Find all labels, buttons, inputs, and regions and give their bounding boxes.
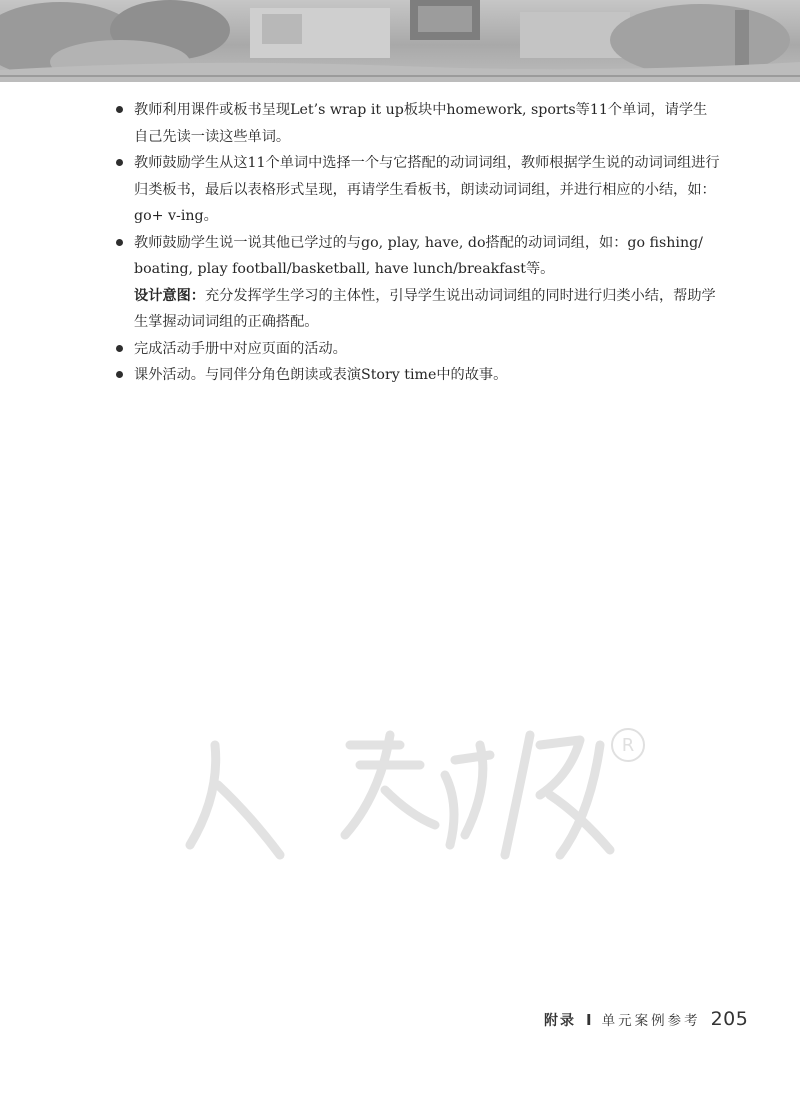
banner-scenery <box>0 0 800 82</box>
footer-appendix: 附录 <box>544 1013 576 1029</box>
list-item <box>116 150 720 230</box>
page-footer <box>544 1008 748 1034</box>
list-item <box>116 97 720 150</box>
list-item-text: 教师鼓励学生说一说其他已学过的与go, play, have, do搭配的动词词组，如：go fishing/ boating, play football/basketball, have lunch/breakfast等。 <box>134 234 703 277</box>
design-intent-text: 充分发挥学生学习的主体性，引导学生说出动词词组的同时进行归类小结，帮助学生掌握动词词组的正确搭配。 <box>134 287 716 330</box>
design-intent-note <box>116 283 720 336</box>
svg-text:R: R <box>621 735 635 756</box>
list-item-text: 完成活动手册中对应页面的活动。 <box>134 340 347 357</box>
design-intent-label: 设计意图： <box>134 287 205 304</box>
footer-separator: I <box>586 1011 592 1029</box>
list-item <box>116 230 720 283</box>
bullet-icon <box>116 106 123 113</box>
bullet-icon <box>116 159 123 166</box>
header-banner-illustration <box>0 0 800 82</box>
list-item-text: 教师利用课件或板书呈现Let’s wrap it up板块中homework, sports等11个单词，请学生自己先读一读这些单词。 <box>134 102 708 145</box>
list-item <box>116 362 720 389</box>
footer-section-title: 单元案例参考 <box>601 1013 701 1029</box>
list-item-text: 教师鼓励学生从这11个单词中选择一个与它搭配的动词词组，教师根据学生说的动词词组进行归类板书，最后以表格形式呈现，再请学生看板书，朗读动词词组，并进行相应的小结，如：go+ v-ing。 <box>134 155 720 224</box>
page-number: 205 <box>710 1008 749 1030</box>
list-item <box>116 336 720 363</box>
list-item-text: 课外活动。与同伴分角色朗读或表演Story time中的故事。 <box>134 367 508 383</box>
publisher-watermark <box>160 705 660 875</box>
bullet-icon <box>116 371 123 378</box>
bullet-icon <box>116 345 123 352</box>
bullet-icon <box>116 239 123 246</box>
main-content <box>116 97 720 389</box>
